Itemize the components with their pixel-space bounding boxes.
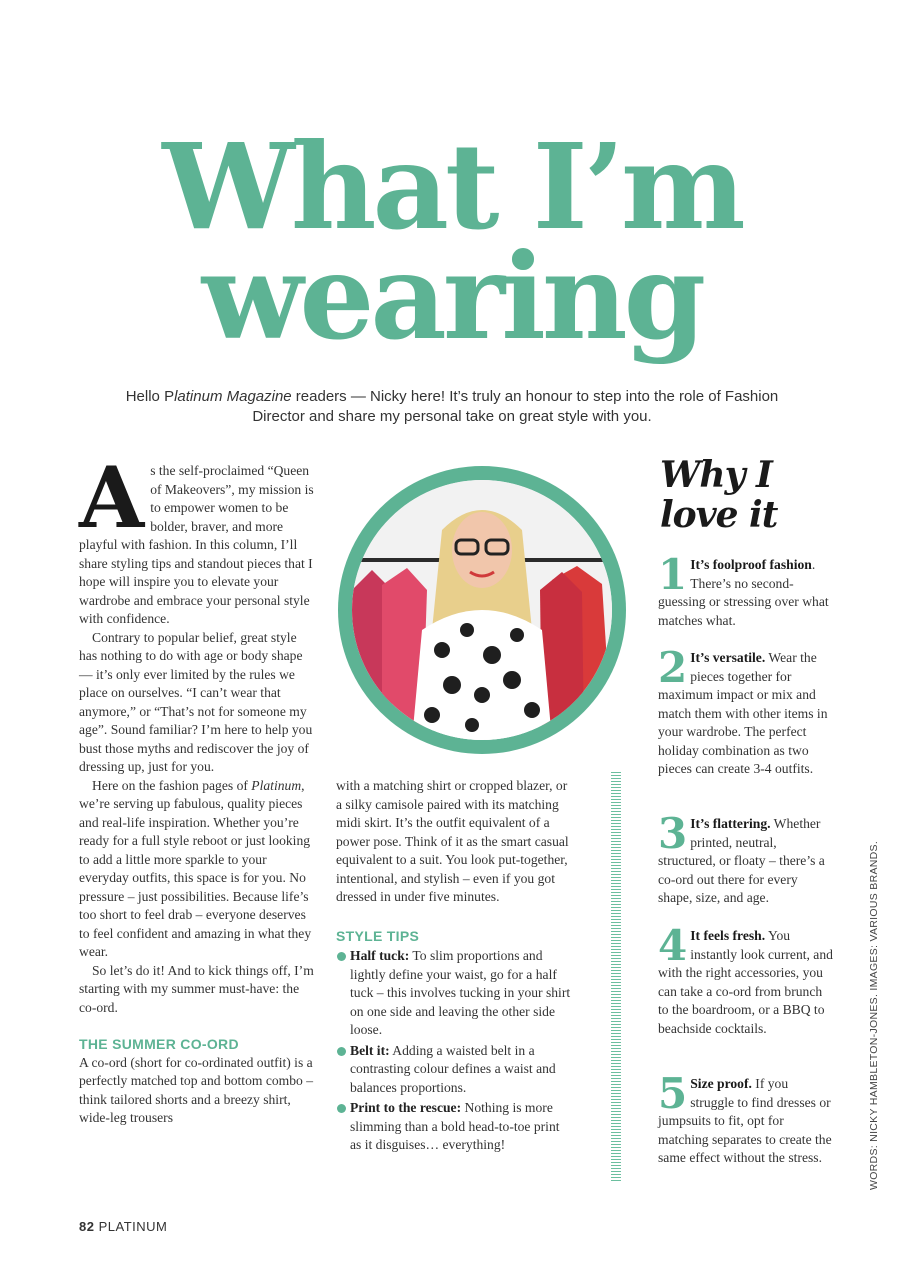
page-folio bbox=[79, 1219, 167, 1234]
reason-text: Wear the pieces together for maximum impact or mix and match them with other items in your wardrobe. The perfect holiday combination as two pieces can create 3-4 outfits. bbox=[658, 650, 828, 776]
reason-item-2 bbox=[658, 643, 834, 779]
page-title-line-1: What I’m bbox=[162, 117, 742, 256]
reason-number: 4 bbox=[658, 921, 688, 970]
sidebar-title-line-2: love it bbox=[660, 494, 778, 536]
intro-text-1: Hello P bbox=[125, 388, 175, 405]
portrait-photo bbox=[352, 480, 612, 740]
article-column-2 bbox=[336, 777, 574, 1157]
style-tip-text: To slim proportions and lightly define your waist, go for a half tuck – this involves tucking in your shirt on one side and leaving the other side loose. bbox=[350, 948, 571, 1037]
article-paragraph-5: A co-ord (short for co-ordinated outfit) is a perfectly matched top and bottom combo – think tailored shorts and a breezy shirt, wide-leg trousers bbox=[79, 1054, 314, 1125]
section-heading-summer-coord: THE SUMMER CO-ORD bbox=[79, 1036, 239, 1052]
reason-text: . There’s no second-guessing or stressing over what matches what. bbox=[658, 557, 829, 628]
intro-text-2: readers — Nicky here! It’s truly an honour to step into the role of Fashion Director and share my personal take on great style with you. bbox=[252, 388, 779, 425]
style-tip-text: Adding a waisted belt in a contrasting colour defines a waist and balances proportions. bbox=[350, 1042, 556, 1095]
reason-label: Size proof. bbox=[690, 1076, 752, 1091]
reason-item-1 bbox=[658, 550, 834, 630]
reason-label: It’s versatile. bbox=[690, 650, 766, 665]
drop-cap: A bbox=[79, 448, 145, 547]
sidebar-title bbox=[660, 455, 840, 535]
reason-text: Whether printed, neutral, structured, or floaty – there’s a co-ord out there for every shape, size, and age. bbox=[658, 816, 825, 905]
section-heading-style-tips: STYLE TIPS bbox=[336, 927, 420, 944]
portrait-frame bbox=[338, 466, 626, 754]
reason-number: 3 bbox=[658, 809, 688, 858]
bullet-dot-icon bbox=[337, 1104, 346, 1113]
reason-text: You instantly look current, and with the right accessories, you can take a co-ord from brunch to the boardroom, or a BBQ to beachside cocktails. bbox=[658, 928, 833, 1036]
reason-label: It feels fresh. bbox=[690, 928, 766, 943]
sidebar-title-line-1: Why I bbox=[660, 454, 772, 496]
style-tip-label: Half tuck: bbox=[350, 948, 410, 963]
article-paragraph-3-a: Here on the fashion pages of bbox=[92, 777, 252, 793]
style-tip-text: Nothing is more slimming than a bold head-to-toe print as it disguises… everything! bbox=[350, 1100, 560, 1152]
magazine-name: PLATINUM bbox=[98, 1219, 168, 1234]
article-paragraph-1 bbox=[79, 448, 315, 629]
article-paragraph-3-b: , we’re serving up fabulous, quality pieces and real-life inspiration. Whether you’re ready for a full style reboot or just looking to add a little more sparkle to your everyday outfits, this space is for you. No pressure – just possibilities. Because life’s too short to feel drab – everyone deserves to feel confident and amazing in what they wear. bbox=[79, 777, 312, 959]
reason-number: 5 bbox=[658, 1069, 688, 1118]
style-tip-item bbox=[336, 1099, 574, 1155]
portrait-illustration bbox=[352, 480, 612, 740]
reason-text: If you struggle to find dresses or jumpsuits to fit, opt for matching separates to create the same effect without the stress. bbox=[658, 1076, 832, 1165]
photo-credit: WORDS: NICKY HAMBLETON-JONES. IMAGES: VARIOUS BRANDS. bbox=[868, 840, 880, 1190]
intro-standfirst bbox=[100, 387, 804, 427]
article-paragraph-2: Contrary to popular belief, great style has nothing to do with age or body shape — it’s only ever limited by the rules we place on ourselves. “I can’t wear that anymore,” or “That’s not for someone my age”. Sound familiar? I’m here to help you bust those myths and rediscover the joy of dressing up, just for you. bbox=[79, 629, 313, 774]
page-title-line-2: wearing bbox=[201, 227, 703, 366]
article-paragraph-1-text: s the self-proclaimed “Queen of Makeovers”, my mission is to empower women to be bolder, braver, and more playful with fashion. In this column, I’ll share styling tips and standout pieces that I hope will inspire you to elevate your wardrobe and embrace your personal style with confidence. bbox=[79, 463, 314, 626]
bullet-dot-icon bbox=[337, 952, 346, 961]
intro-magazine-name: latinum Magazine bbox=[174, 388, 292, 405]
article-paragraph-4: So let’s do it! And to kick things off, I’m starting with my summer must-have: the co-ord. bbox=[79, 962, 314, 1015]
article-column-1 bbox=[79, 448, 315, 1128]
style-tip-label: Belt it: bbox=[350, 1042, 390, 1058]
reason-number: 2 bbox=[658, 643, 688, 692]
style-tip-item bbox=[336, 1042, 574, 1098]
reason-item-3 bbox=[658, 809, 834, 908]
bullet-dot-icon bbox=[337, 1047, 346, 1056]
page-number: 82 bbox=[79, 1219, 95, 1234]
reason-label: It’s flattering. bbox=[690, 816, 771, 831]
article-paragraph-3 bbox=[79, 777, 315, 962]
style-tips-list bbox=[336, 947, 574, 1155]
reason-item-5 bbox=[658, 1069, 834, 1168]
article-paragraph-6: with a matching shirt or cropped blazer, or a silky camisole paired with its matching midi skirt. It’s the outfit equivalent of a power pose. Think of it as the smart casual equivalent to a suit. You look put-together, intentional, and stylish – even if you got dressed in under five minutes. bbox=[336, 778, 569, 904]
article-paragraph-3-magazine: Platinum bbox=[251, 777, 302, 793]
style-tip-label: Print to the rescue: bbox=[350, 1100, 462, 1115]
style-tip-item bbox=[336, 947, 574, 1040]
reason-number: 1 bbox=[658, 550, 688, 599]
dotted-divider bbox=[611, 772, 621, 1182]
reason-item-4 bbox=[658, 921, 834, 1038]
reason-label: It’s foolproof fashion bbox=[690, 557, 812, 572]
